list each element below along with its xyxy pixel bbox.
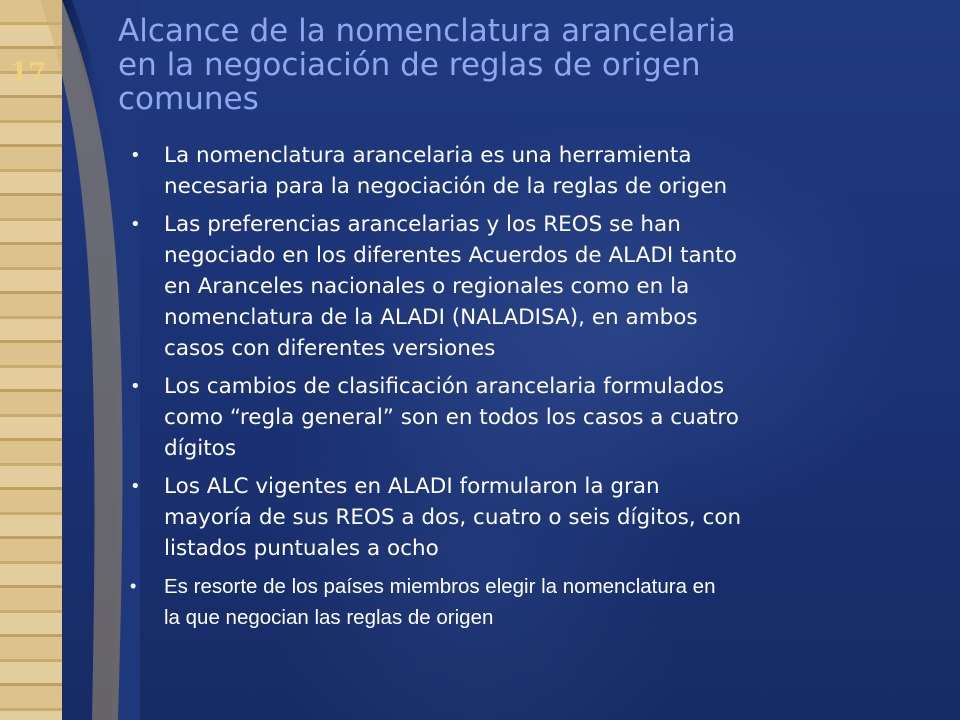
bullet-marker: • (130, 214, 141, 235)
title-line: comunes (118, 81, 259, 117)
bullet-item (128, 140, 918, 202)
title-line: Alcance de la nomenclatura arancelaria (118, 13, 736, 49)
bullet-line: La nomenclatura arancelaria es una herramienta (164, 143, 692, 168)
bullet-item (128, 209, 918, 364)
bullet-marker: • (130, 145, 141, 166)
slide-title (118, 14, 938, 116)
bullet-line: casos con diferentes versiones (164, 336, 496, 361)
bullet-line: mayoría de sus REOS a dos, cuatro o seis dígitos, con (164, 505, 742, 530)
bullet-line: la que negocian las reglas de origen (164, 606, 494, 629)
bullet-line: Las preferencias arancelarias y los REOS se han (164, 212, 681, 237)
bullet-list (128, 140, 918, 640)
page-number: 17 (10, 58, 47, 88)
bullet-line: negociado en los diferentes Acuerdos de ALADI tanto (164, 243, 737, 268)
bullet-line: Los ALC vigentes en ALADI formularon la gran (164, 474, 660, 499)
bullet-line: dígitos (164, 436, 237, 461)
bullet-marker: • (130, 376, 141, 397)
bullet-line: Es resorte de los países miembros elegir la nomenclatura en (164, 575, 716, 598)
bullet-marker: • (130, 476, 141, 497)
title-line: en la negociación de reglas de origen (118, 47, 701, 83)
bullet-line: Los cambios de clasificación arancelaria formulados (164, 374, 725, 399)
bullet-line: en Aranceles nacionales o regionales como en la (164, 274, 690, 299)
bullet-line: como “regla general” son en todos los casos a cuatro (164, 405, 739, 430)
bullet-line: listados puntuales a ocho (164, 536, 439, 561)
bullet-item (128, 371, 918, 464)
bullet-line: necesaria para la negociación de la reglas de origen (164, 174, 728, 199)
bullet-marker: • (130, 576, 137, 596)
bullet-line: nomenclatura de la ALADI (NALADISA), en ambos (164, 305, 698, 330)
bullet-item (128, 471, 918, 564)
bullet-item (128, 571, 918, 633)
